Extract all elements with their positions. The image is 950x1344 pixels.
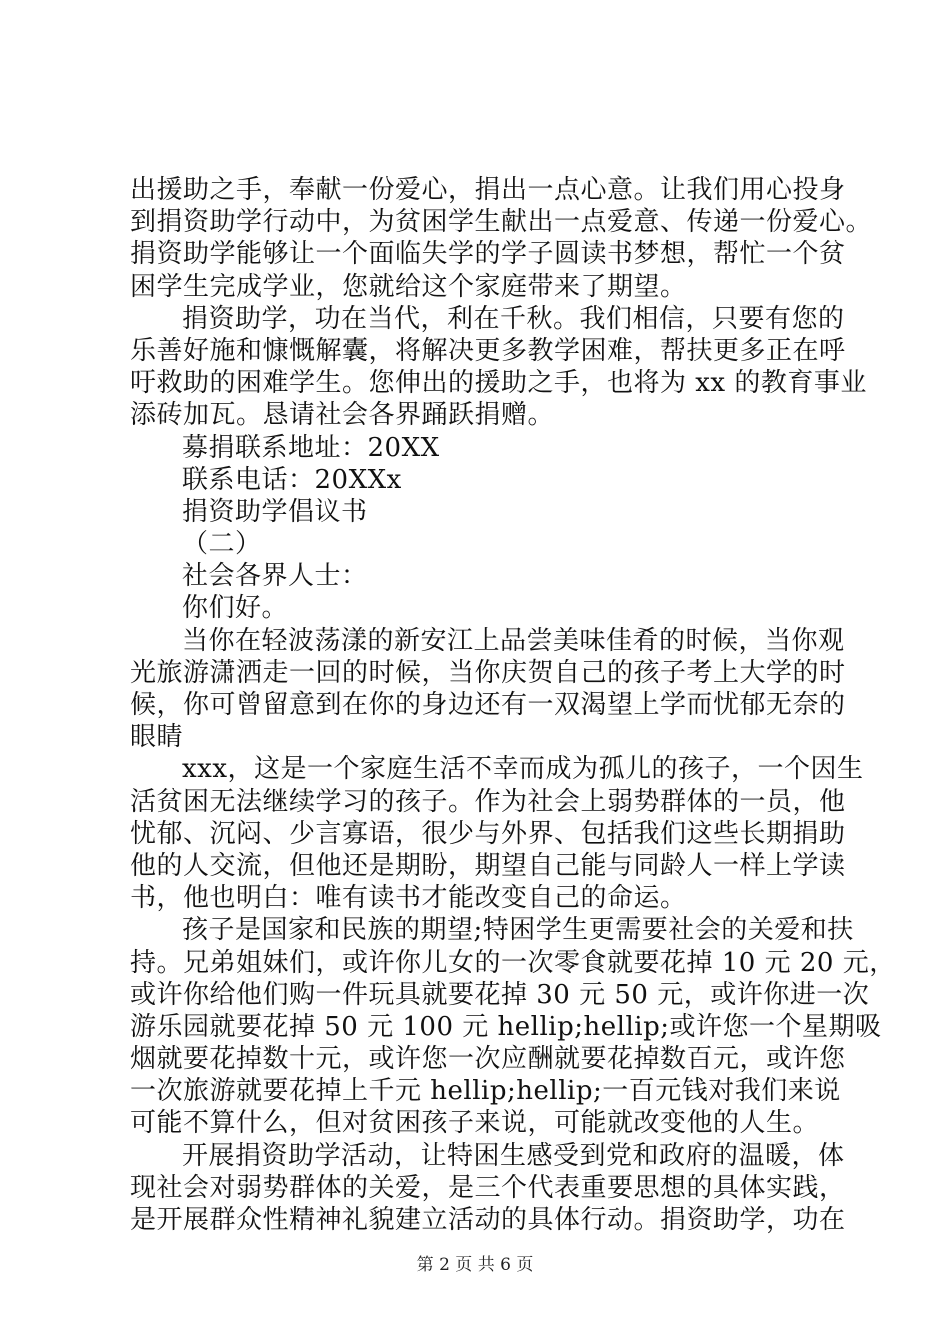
text-line: （二） (182, 529, 262, 560)
text-line: 持。兄弟姐妹们，或许你儿女的一次零食就要花掉 10 元 20 元， (130, 947, 896, 978)
text-line: 社会各界人士： (182, 561, 368, 592)
text-line: 一次旅游就要花掉上千元 hellip;hellip;一百元钱对我们来说 (130, 1076, 841, 1107)
text-line: 是开展群众性精神礼貌建立活动的具体行动。捐资助学，功在 (130, 1205, 846, 1235)
text-line: xxx，这是一个家庭生活不幸而成为孤儿的孩子，一个因生 (182, 754, 864, 785)
text-line: 吁救助的困难学生。您伸出的援助之手，也将为 xx 的教育事业 (130, 368, 867, 399)
text-line: 联系电话：20XXx (182, 464, 402, 495)
text-line: 你们好。 (182, 593, 289, 624)
text-line: 开展捐资助学活动，让特困生感受到党和政府的温暖，体 (182, 1140, 845, 1171)
text-line: 现社会对弱势群体的关爱，是三个代表重要思想的具体实践， (130, 1172, 846, 1203)
text-line: 捐资助学，功在当代，利在千秋。我们相信，只要有您的 (182, 303, 845, 334)
text-line: 活贫困无法继续学习的孩子。作为社会上弱势群体的一员，他 (130, 786, 846, 817)
text-line: 乐善好施和慷慨解囊，将解决更多教学困难，帮扶更多正在呼 (130, 335, 846, 366)
text-line: 捐资助学倡议书 (182, 496, 368, 527)
text-line: 候，你可曾留意到在你的身边还有一双渴望上学而忧郁无奈的 (130, 690, 846, 720)
text-line: 游乐园就要花掉 50 元 100 元 hellip;hellip;或许您一个星期吸 (130, 1011, 882, 1042)
text-line: 可能不算什么，但对贫困孩子来说，可能就改变他的人生。 (130, 1108, 820, 1139)
text-line: 忧郁、沉闷、少言寡语，很少与外界、包括我们这些长期捐助 (130, 818, 846, 849)
text-line: 光旅游潇洒走一回的时候，当你庆贺自己的孩子考上大学的时 (130, 657, 846, 688)
text-line: 烟就要花掉数十元，或许您一次应酬就要花掉数百元，或许您 (130, 1044, 846, 1075)
text-line: 出援助之手，奉献一份爱心，捐出一点心意。让我们用心投身 (130, 175, 846, 205)
page-footer: 第 2 页 共 6 页 (416, 1255, 534, 1275)
text-line: 或许你给他们购一件玩具就要花掉 30 元 50 元，或许你进一次 (130, 979, 870, 1010)
text-line: 添砖加瓦。恳请社会各界踊跃捐赠。 (130, 400, 555, 431)
text-line: 当你在轻波荡漾的新安江上品尝美味佳肴的时候，当你观 (182, 625, 845, 656)
text-line: 孩子是国家和民族的期望;特困学生更需要社会的关爱和扶 (182, 915, 854, 946)
document-body (130, 174, 896, 1236)
text-line: 捐资助学能够让一个面临失学的学子圆读书梦想，帮忙一个贫 (130, 239, 846, 270)
text-line: 眼睛 (130, 722, 184, 753)
text-line: 募捐联系地址：20XX (182, 432, 440, 463)
text-line: 他的人交流，但他还是期盼，期望自己能与同龄人一样上学读 (130, 850, 846, 881)
text-line: 困学生完成学业，您就给这个家庭带来了期望。 (130, 271, 687, 302)
text-line: 到捐资助学行动中，为贫困学生献出一点爱意、传递一份爱心。 (130, 207, 873, 238)
text-line: 书，他也明白：唯有读书才能改变自己的命运。 (130, 883, 687, 914)
